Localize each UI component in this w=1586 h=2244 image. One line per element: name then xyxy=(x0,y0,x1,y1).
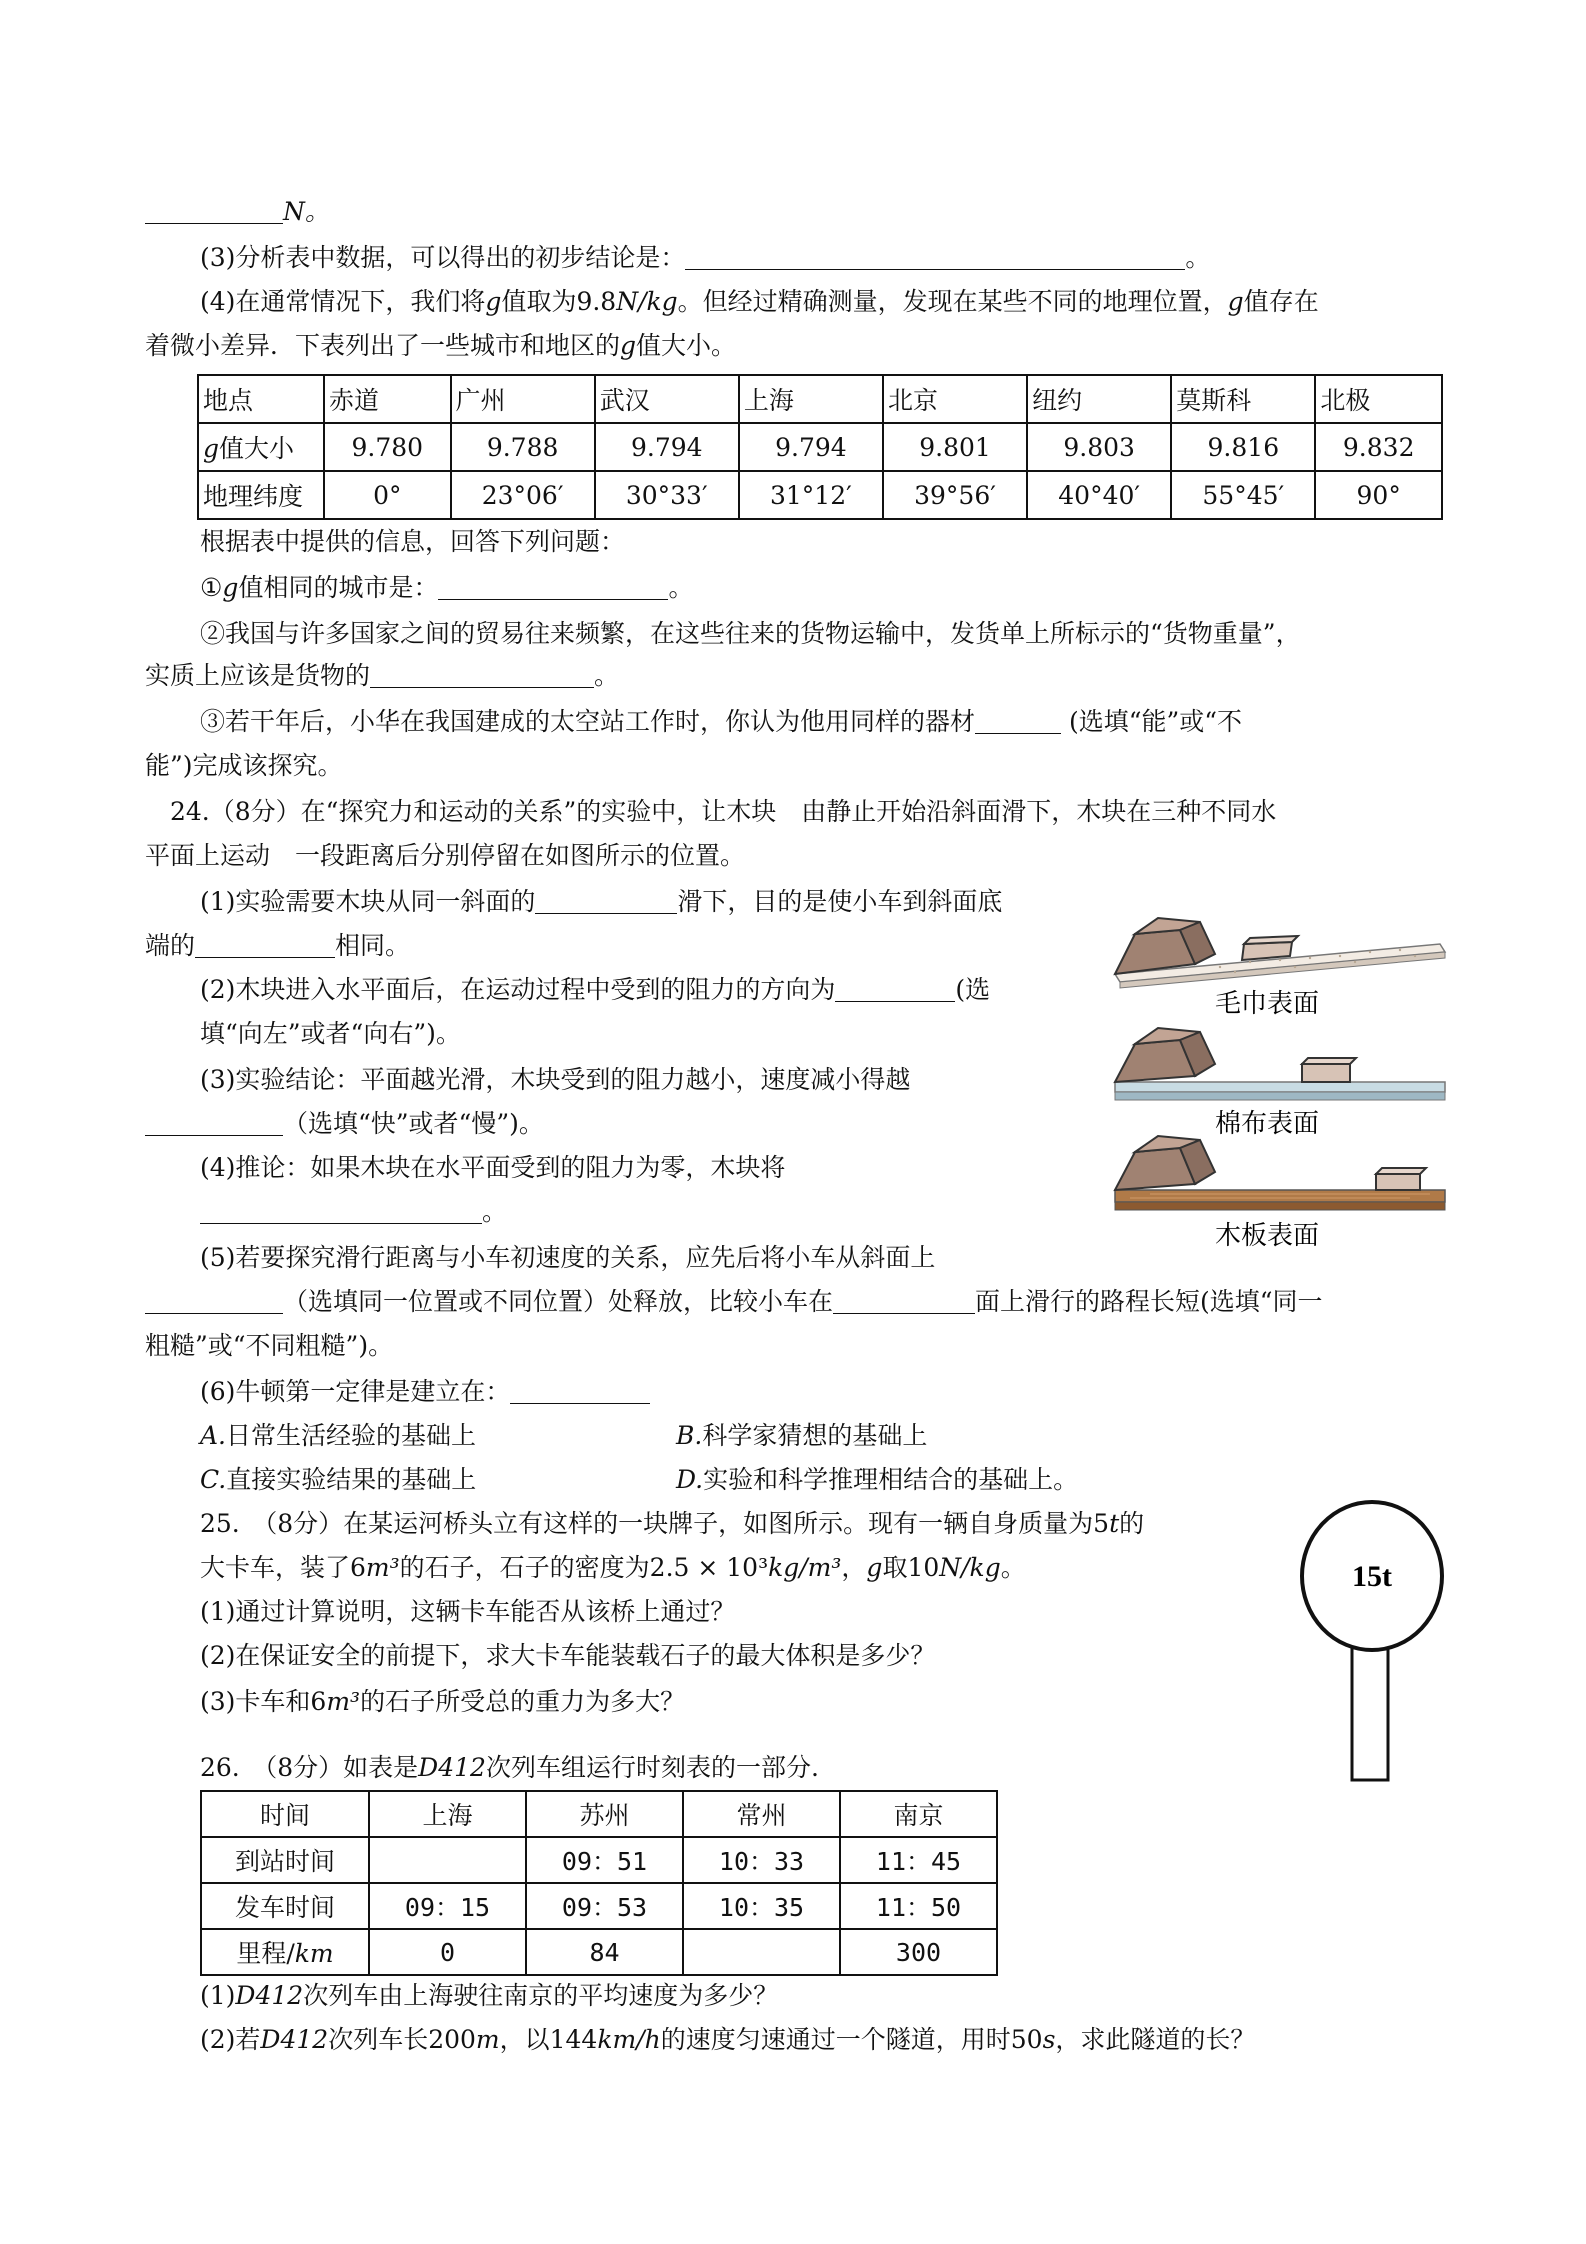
table-cell: 23°06′ xyxy=(451,471,595,519)
q25-part1: (1)通过计算说明，这辆卡车能否从该桥上通过？ xyxy=(200,1597,736,1626)
table-cell: 10：33 xyxy=(683,1837,840,1883)
answer-blank[interactable] xyxy=(438,573,668,600)
table-cell: 0 xyxy=(369,1929,526,1975)
q24-part1-line2: 端的 相同。 xyxy=(145,931,411,960)
table-cell: 90° xyxy=(1315,471,1442,519)
table-header: 时间 xyxy=(201,1791,369,1837)
answer-blank[interactable] xyxy=(200,1197,482,1224)
q23-part4-line1: (4)在通常情况下，我们将g值取为9.8N/kg。但经过精确测量，发现在某些不同的地理位置，g值存在 xyxy=(200,287,1319,316)
table-cell: 9.794 xyxy=(739,423,883,471)
g-value-table xyxy=(197,374,1443,520)
table-row xyxy=(201,1929,997,1975)
row-label: 地理纬度 xyxy=(198,471,324,519)
table-header: 上海 xyxy=(739,375,883,423)
option-b[interactable]: B.科学家猜想的基础上 xyxy=(676,1421,928,1450)
figure-caption: 毛巾表面 xyxy=(1215,989,1320,1019)
q24-part6: (6)牛顿第一定律是建立在： xyxy=(200,1376,650,1408)
q24-part5-line3: 粗糙”或“不同粗糙”)。 xyxy=(145,1331,394,1360)
table-header: 地点 xyxy=(198,375,324,423)
table-cell: 10：35 xyxy=(683,1883,840,1929)
table-header: 莫斯科 xyxy=(1171,375,1315,423)
table-cell: 9.780 xyxy=(324,423,451,471)
table-cell: 11：50 xyxy=(840,1883,997,1929)
row-label: 发车时间 xyxy=(201,1883,369,1929)
q23-part4-line2: 着微小差异．下表列出了一些城市和地区的g值大小。 xyxy=(145,331,737,360)
table-cell: 84 xyxy=(526,1929,683,1975)
q24-part3-line2: （选填“快”或者“慢”)。 xyxy=(145,1108,544,1140)
answer-blank[interactable] xyxy=(145,1109,283,1136)
weight-limit-sign xyxy=(1296,1496,1446,1786)
table-cell: 0° xyxy=(324,471,451,519)
table-cell: 55°45′ xyxy=(1171,471,1315,519)
table-cell: 9.801 xyxy=(883,423,1027,471)
option-c[interactable]: C.直接实验结果的基础上 xyxy=(200,1465,477,1494)
table-cell: 09：51 xyxy=(526,1837,683,1883)
q26-part2: (2)若D412次列车长200m，以144km/h的速度匀速通过一个隧道，用时50s，求此隧道的长？ xyxy=(200,2025,1256,2054)
q24-part5-line1: (5)若要探究滑行距离与小车初速度的关系，应先后将小车从斜面上 xyxy=(200,1243,936,1272)
table-cell: 9.816 xyxy=(1171,423,1315,471)
q24-part4-line1: (4)推论：如果木块在水平面受到的阻力为零，木块将 xyxy=(200,1153,786,1182)
table-header: 武汉 xyxy=(595,375,739,423)
table-cell: 09：15 xyxy=(369,1883,526,1929)
q25-part2: (2)在保证安全的前提下，求大卡车能装载石子的最大体积是多少？ xyxy=(200,1641,936,1670)
ramp-surfaces-figure xyxy=(1110,912,1460,1252)
q23-after-table: 根据表中提供的信息，回答下列问题： xyxy=(200,527,626,556)
q24-part5-line2: （选填同一位置或不同位置）处释放，比较小车在 面上滑行的路程长短(选填“同一 xyxy=(145,1286,1323,1318)
cotton-surface-diagram xyxy=(1115,1028,1445,1100)
row-label: 到站时间 xyxy=(201,1837,369,1883)
answer-blank[interactable] xyxy=(370,661,594,688)
figure-caption: 木板表面 xyxy=(1215,1221,1320,1251)
table-header: 纽约 xyxy=(1027,375,1171,423)
table-header: 赤道 xyxy=(324,375,451,423)
q24-part1-line1: (1)实验需要木块从同一斜面的 滑下，目的是使小车到斜面底 xyxy=(200,887,1003,916)
table-cell: 9.832 xyxy=(1315,423,1442,471)
table-cell: 9.803 xyxy=(1027,423,1171,471)
table-header: 上海 xyxy=(369,1791,526,1837)
table-row xyxy=(201,1791,997,1837)
table-row xyxy=(198,375,1442,423)
q23-sub3-line1: ③若干年后，小华在我国建成的太空站工作时，你认为他用同样的器材 (选填“能”或“不 xyxy=(200,707,1243,736)
answer-blank[interactable] xyxy=(535,887,677,914)
q24-part4-line2: 。 xyxy=(200,1196,507,1228)
answer-blank[interactable] xyxy=(145,197,283,224)
table-row xyxy=(198,471,1442,519)
table-header: 南京 xyxy=(840,1791,997,1837)
towel-surface-diagram xyxy=(1115,918,1445,988)
answer-blank[interactable] xyxy=(685,243,1185,270)
table-header: 广州 xyxy=(451,375,595,423)
table-header: 常州 xyxy=(683,1791,840,1837)
answer-blank[interactable] xyxy=(833,1287,975,1314)
table-row xyxy=(201,1883,997,1929)
table-cell: 30°33′ xyxy=(595,471,739,519)
q26-intro: 26. （8分）如表是D412次列车组运行时刻表的一部分. xyxy=(200,1753,819,1782)
table-header: 北京 xyxy=(883,375,1027,423)
q25-line1: 25. （8分）在某运河桥头立有这样的一块牌子，如图所示。现有一辆自身质量为5t的 xyxy=(200,1509,1145,1538)
table-cell: 40°40′ xyxy=(1027,471,1171,519)
table-cell xyxy=(369,1837,526,1883)
q23-part3: (3)分析表中数据，可以得出的初步结论是： 。 xyxy=(200,243,1211,272)
table-cell: 300 xyxy=(840,1929,997,1975)
answer-blank[interactable] xyxy=(510,1377,650,1404)
table-row xyxy=(201,1837,997,1883)
option-d[interactable]: D.实验和科学推理相结合的基础上。 xyxy=(676,1465,1079,1494)
row-label: g值大小 xyxy=(198,423,324,471)
table-cell: 11：45 xyxy=(840,1837,997,1883)
answer-blank[interactable] xyxy=(195,931,335,958)
figure-caption: 棉布表面 xyxy=(1215,1109,1320,1139)
wood-surface-diagram xyxy=(1115,1136,1445,1210)
table-cell: 09：53 xyxy=(526,1883,683,1929)
q24-part2-line1: (2)木块进入水平面后，在运动过程中受到的阻力的方向为 (选 xyxy=(200,975,991,1004)
q23-sub1: ①g值相同的城市是： 。 xyxy=(200,573,694,602)
q23-sub2-line2: 实质上应该是货物的 。 xyxy=(145,661,620,690)
q24-intro-line2: 平面上运动 一段距离后分别停留在如图所示的位置。 xyxy=(145,841,746,870)
q25-part3: (3)卡车和6m³的石子所受总的重力为多大？ xyxy=(200,1687,686,1716)
table-cell: 39°56′ xyxy=(883,471,1027,519)
table-header: 苏州 xyxy=(526,1791,683,1837)
q23-unit-line: N。 xyxy=(145,196,330,228)
q23-sub3-line2: 能”)完成该探究。 xyxy=(145,751,343,780)
q26-part1: (1)D412次列车由上海驶往南京的平均速度为多少？ xyxy=(200,1981,779,2010)
q24-part2-line2: 填“向左”或者“向右”)。 xyxy=(200,1019,461,1048)
table-cell xyxy=(683,1929,840,1975)
table-cell: 31°12′ xyxy=(739,471,883,519)
table-cell: 9.788 xyxy=(451,423,595,471)
table-header: 北极 xyxy=(1315,375,1442,423)
table-cell: 9.794 xyxy=(595,423,739,471)
q25-line2: 大卡车，装了6m³的石子，石子的密度为2.5 × 10³kg/m³，g取10N/kg。 xyxy=(200,1553,1026,1582)
train-timetable xyxy=(200,1790,998,1976)
sign-label: 15t xyxy=(1352,1560,1392,1593)
table-row xyxy=(198,423,1442,471)
q24-intro-line1: 24.（8分）在“探究力和运动的关系”的实验中，让木块 由静止开始沿斜面滑下，木块在三种不同水 xyxy=(170,797,1277,826)
row-label: 里程/km xyxy=(201,1929,369,1975)
answer-blank[interactable] xyxy=(145,1287,283,1314)
option-a[interactable]: A.日常生活经验的基础上 xyxy=(200,1421,477,1450)
q24-part3-line1: (3)实验结论：平面越光滑，木块受到的阻力越小，速度减小得越 xyxy=(200,1065,911,1094)
q23-sub2-line1: ②我国与许多国家之间的贸易往来频繁，在这些往来的货物运输中，发货单上所标示的“货物重量”， xyxy=(200,619,1301,648)
answer-blank[interactable] xyxy=(975,707,1061,734)
answer-blank[interactable] xyxy=(835,975,955,1002)
